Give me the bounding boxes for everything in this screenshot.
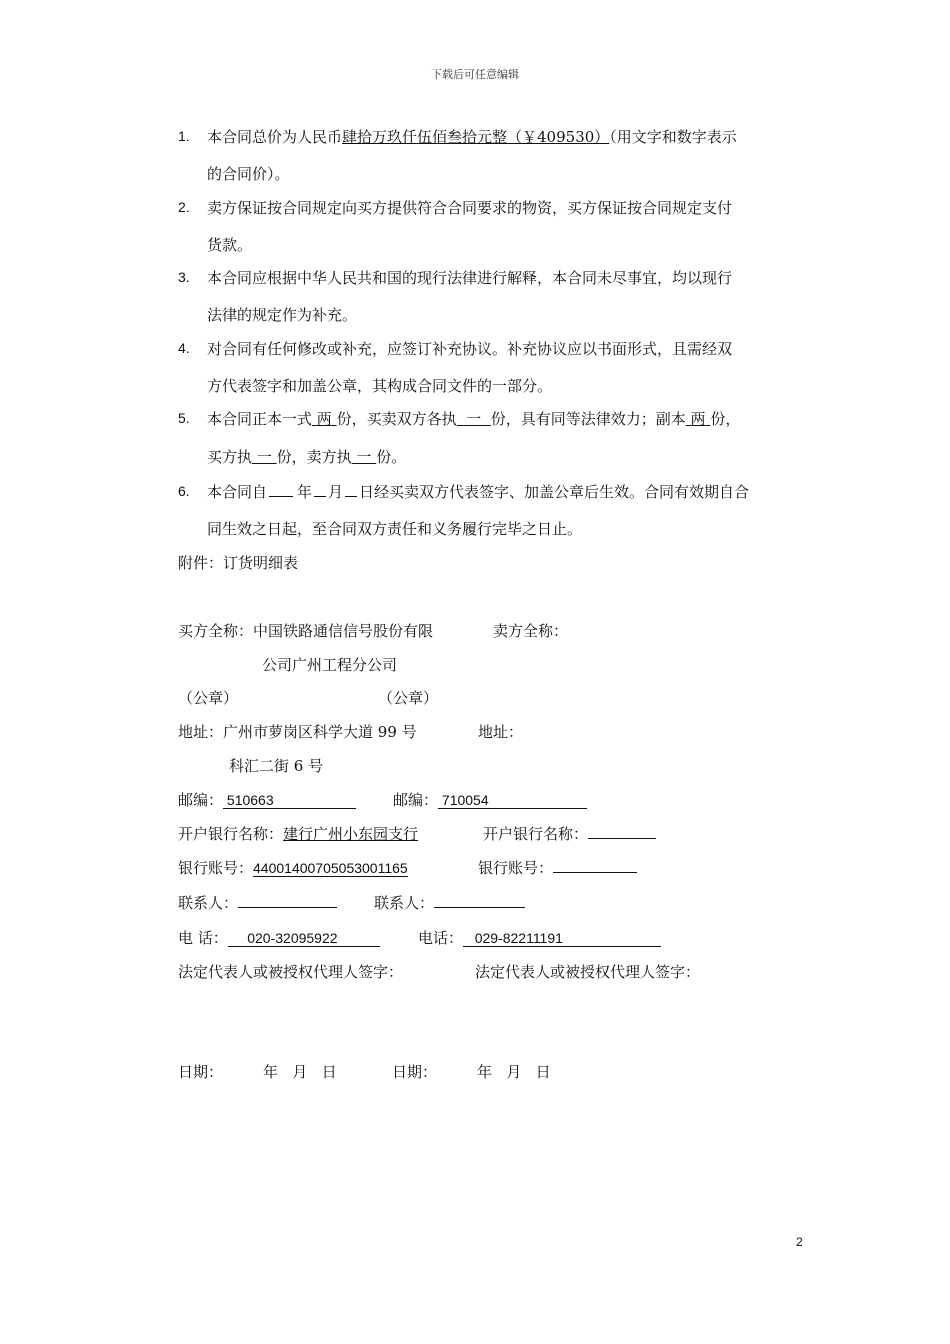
item-6-text-4: 日经买卖双方代表签字、加盖公章后生效。合同有效期自合 [359, 483, 750, 501]
buyer-name-part-1: 中国铁路通信信号股份有限 [253, 622, 434, 640]
item-6-text-1: 本合同自 [207, 483, 268, 501]
seller-zip-line [393, 789, 587, 810]
item-3-number: 3. [178, 269, 190, 285]
buyer-date-format: 年 月 日 [263, 1063, 337, 1081]
seller-bank-blank [588, 826, 656, 839]
seller-contact-label: 联系人： [374, 894, 435, 912]
buyer-date-label: 日期： [178, 1063, 224, 1081]
contract-amount: 肆拾万玖仟伍佰叁拾元整（￥409530） [342, 128, 610, 146]
seller-zip-label: 邮编： [393, 791, 439, 809]
buyer-date-line [178, 1061, 337, 1082]
buyer-contact-label: 联系人： [178, 894, 239, 912]
buyer-zip-value: 510663 [226, 792, 274, 808]
item-6-number: 6. [178, 483, 190, 499]
item-5-text-6: 份，卖方执 [276, 448, 352, 466]
buyer-contact-blank [238, 895, 337, 908]
seller-contact-blank [434, 895, 525, 908]
buyer-account-label: 银行账号： [178, 859, 254, 877]
item-5-number: 5. [178, 410, 190, 426]
item-3-line-1: 本合同应根据中华人民共和国的现行法律进行解释，本合同未尽事宜，均以现行 [207, 269, 733, 287]
buyer-signature-label: 法定代表人或被授权代理人签字： [178, 963, 404, 981]
buyer-name-label: 买方全称： [178, 622, 254, 640]
seller-copies-value: 一 [356, 448, 372, 466]
buyer-account-line [178, 857, 408, 878]
item-1-line-2: 的合同价）。 [207, 165, 290, 183]
page-header: 下载后可任意编辑 [431, 68, 519, 81]
item-6-line-2: 同生效之日起，至合同双方责任和义务履行完毕之日止。 [207, 520, 583, 538]
buyer-bank-line [178, 823, 418, 844]
buyer-phone-field [228, 930, 380, 947]
seller-date-line [392, 1061, 551, 1082]
buyer-address-line [178, 721, 417, 742]
page-number: 2 [796, 1235, 803, 1249]
item-5-text-3: 份，具有同等法律效力；副本 [490, 410, 686, 428]
item-1-text-b: （用文字和数字表示 [609, 128, 737, 146]
item-2-number: 2. [178, 199, 190, 215]
item-2-line-2: 货款。 [207, 236, 253, 254]
seller-bank-line [483, 823, 656, 844]
item-1-number: 1. [178, 128, 190, 144]
original-copies-value: 两 [316, 410, 332, 428]
item-1-text-a: 本合同总价为人民币 [207, 128, 343, 146]
seller-date-format: 年 月 日 [477, 1063, 551, 1081]
item-6-line-1 [207, 481, 749, 502]
buyer-zip-label: 邮编： [178, 791, 224, 809]
item-5-line-2 [207, 446, 406, 467]
buyer-address-part-2: 科汇二街 6 号 [229, 757, 324, 775]
item-5-text-4: 份， [710, 410, 741, 428]
buyer-bank-label: 开户银行名称： [178, 825, 284, 843]
item-4-number: 4. [178, 340, 190, 356]
seller-bank-label: 开户银行名称： [483, 825, 589, 843]
item-4-line-1: 对合同有任何修改或补充，应签订补充协议。补充协议应以书面形式，且需经双 [207, 340, 733, 358]
day-blank [345, 484, 357, 497]
buyer-phone-label: 电 话： [178, 929, 228, 947]
seller-account-label: 银行账号： [478, 859, 554, 877]
buyer-name-line [178, 620, 433, 641]
item-5-text-1: 本合同正本一式 [207, 410, 313, 428]
month-blank [314, 484, 326, 497]
item-3-line-2: 法律的规定作为补充。 [207, 306, 358, 324]
buyer-zip-line [178, 789, 356, 810]
year-blank [269, 484, 293, 497]
attachment-line: 附件：订货明细表 [178, 554, 299, 572]
item-4-line-2: 方代表签字和加盖公章，其构成合同文件的一部分。 [207, 377, 553, 395]
item-1-line-1 [207, 126, 737, 147]
seller-zip-field [438, 792, 587, 809]
seller-address-label: 地址： [478, 723, 524, 741]
item-6-year-label: 年 [297, 483, 313, 501]
buyer-copies-field [252, 448, 277, 466]
seller-date-label: 日期： [392, 1063, 438, 1081]
buyer-zip-field [223, 792, 356, 809]
item-6-month-label: 月 [328, 483, 344, 501]
seller-phone-value: 029-82211191 [474, 930, 563, 946]
buyer-copies-value: 一 [256, 448, 272, 466]
buyer-name-part-2: 公司广州工程分公司 [262, 656, 398, 674]
seller-account-blank [553, 860, 637, 873]
buyer-phone-value: 020-32095922 [247, 930, 338, 946]
buyer-phone-line [178, 927, 380, 948]
duplicate-copies-value: 两 [690, 410, 706, 428]
each-party-copies-value: 一 [466, 410, 482, 428]
duplicate-copies-field [686, 410, 711, 428]
seller-account-line [478, 857, 637, 878]
buyer-address-part-1: 广州市萝岗区科学大道 99 号 [223, 723, 417, 741]
each-party-copies-field [457, 410, 491, 428]
seller-phone-label: 电话： [418, 929, 464, 947]
buyer-seal: （公章） [178, 689, 239, 707]
seller-name-label: 卖方全称： [493, 622, 569, 640]
item-5-text-7: 份。 [376, 448, 407, 466]
item-5-line-1 [207, 408, 740, 429]
seller-signature-label: 法定代表人或被授权代理人签字： [475, 963, 701, 981]
seller-zip-value: 710054 [441, 792, 489, 808]
buyer-bank-value: 建行广州小东园支行 [283, 825, 419, 843]
original-copies-field [312, 410, 337, 428]
item-5-text-5: 买方执 [207, 448, 253, 466]
item-2-line-1: 卖方保证按合同规定向买方提供符合合同要求的物资，买方保证按合同规定支付 [207, 199, 733, 217]
buyer-account-value: 44001400705053001165 [253, 860, 408, 876]
buyer-address-label: 地址： [178, 723, 224, 741]
buyer-contact-line [178, 892, 337, 913]
seller-copies-field [352, 448, 377, 466]
seller-phone-line [418, 927, 661, 948]
seller-phone-field [463, 930, 661, 947]
item-5-text-2: 份，买卖双方各执 [336, 410, 457, 428]
seller-seal: （公章） [378, 689, 439, 707]
seller-contact-line [374, 892, 525, 913]
